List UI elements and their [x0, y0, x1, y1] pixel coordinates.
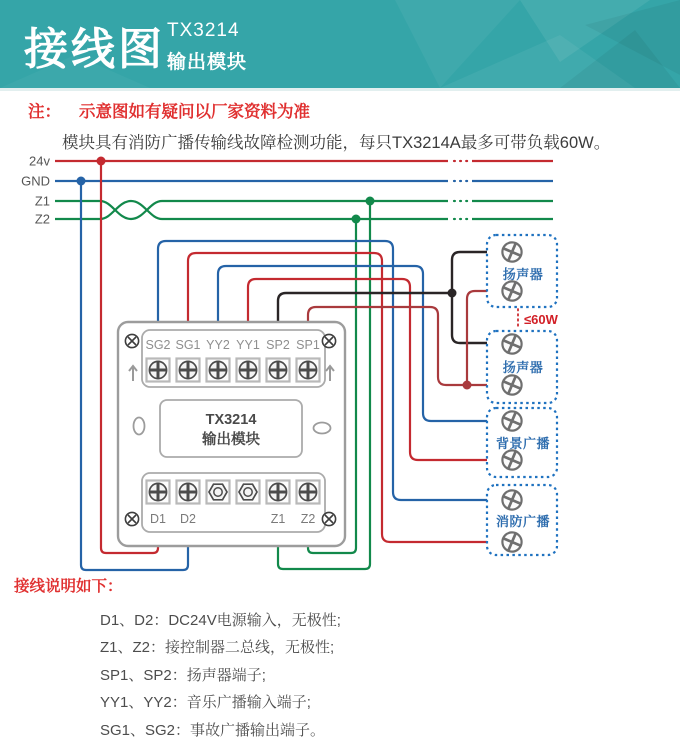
terminal-label-yy2: YY2 [206, 338, 230, 352]
terminal-label-z2: Z2 [300, 512, 316, 526]
note-block [28, 98, 658, 153]
junction-dot [448, 289, 457, 298]
page-title: 接线图 [24, 25, 165, 74]
mounting-screw-icon [125, 512, 138, 525]
terminal-label-sg1: SG1 [175, 338, 201, 352]
mounting-screw-icon [125, 334, 138, 347]
terminal-label-d1: D1 [150, 512, 166, 526]
mounting-screw-icon [322, 334, 335, 347]
device-speaker-2 [487, 331, 557, 403]
bus-label-z1: Z1 [34, 193, 50, 209]
terminal-label-sp2: SP2 [266, 338, 290, 352]
model-type: 输出模块 [167, 52, 248, 73]
bus-label-gnd: GND [21, 173, 50, 189]
phillips-terminal-icon [147, 359, 170, 382]
module-nameplate [160, 400, 302, 457]
model-block [167, 20, 247, 74]
junction-dot [352, 215, 361, 224]
phillips-terminal-icon [177, 481, 200, 504]
device-label: 消防广播 [495, 514, 551, 529]
phillips-terminal-icon [267, 359, 290, 382]
instruction-item: D1、D2：DC24V电源输入，无极性; [100, 612, 341, 629]
bus-label-z2: Z2 [34, 211, 50, 227]
phillips-terminal-icon [147, 481, 170, 504]
phillips-terminal-icon [207, 359, 230, 382]
terminal-label-sg2: SG2 [145, 338, 171, 352]
terminal-label-z1: Z1 [270, 512, 286, 526]
bus-line-z1-twisted-pair [55, 201, 553, 219]
note-warning-text: 示意图如有疑问以厂家资料为准 [79, 103, 310, 121]
phillips-terminal-icon [237, 359, 260, 382]
phillips-terminal-icon [297, 481, 320, 504]
terminal-label-sp1: SP1 [296, 338, 320, 352]
device-label: 背景广播 [495, 436, 551, 451]
bus-label-24v: 24v [29, 153, 50, 169]
model-number: TX3214 [167, 20, 240, 41]
module-tx3214 [118, 322, 345, 546]
note-prefix: 注： [28, 103, 61, 121]
module-name-text: TX3214 [205, 412, 257, 428]
phillips-terminal-icon [267, 481, 290, 504]
instruction-item: Z1、Z2：接控制器二总线，无极性; [100, 639, 335, 657]
mounting-screw-icon [322, 512, 335, 525]
instruction-item: SP1、SP2：扬声器端子; [100, 666, 266, 684]
phillips-terminal-icon [297, 359, 320, 382]
terminal-label-d2: D2 [180, 512, 196, 526]
phillips-terminal-icon [177, 359, 200, 382]
module-type-text: 输出模块 [202, 432, 260, 448]
device-background-broadcast [487, 408, 557, 477]
terminal-label-yy1: YY1 [236, 338, 260, 352]
device-fire-broadcast [487, 485, 557, 555]
junction-dot [77, 177, 86, 186]
hex-terminal-icon [237, 481, 260, 504]
instructions-block [14, 574, 664, 744]
wiring-diagram [0, 148, 680, 572]
note-description: 模块具有消防广播传输线故障检测功能，每只TX3214A最多可带负载60W。 [62, 134, 611, 152]
device-label: 扬声器 [502, 360, 544, 375]
note-warning-line [28, 98, 658, 122]
instruction-item: SG1、SG2：事故广播输出端子。 [100, 721, 326, 739]
device-label: 扬声器 [502, 267, 544, 282]
power-limit-label: ≤60W [524, 312, 558, 327]
bus-line-z2-twisted-pair [55, 201, 553, 219]
header-banner [0, 0, 680, 91]
junction-dot [97, 157, 106, 166]
device-speaker-1 [487, 235, 557, 307]
junction-dot [366, 197, 375, 206]
instructions-title: 接线说明如下： [14, 578, 123, 595]
instruction-item: YY1、YY2：音乐广播输入端子; [100, 694, 311, 712]
junction-dot [463, 381, 472, 390]
hex-terminal-icon [207, 481, 230, 504]
